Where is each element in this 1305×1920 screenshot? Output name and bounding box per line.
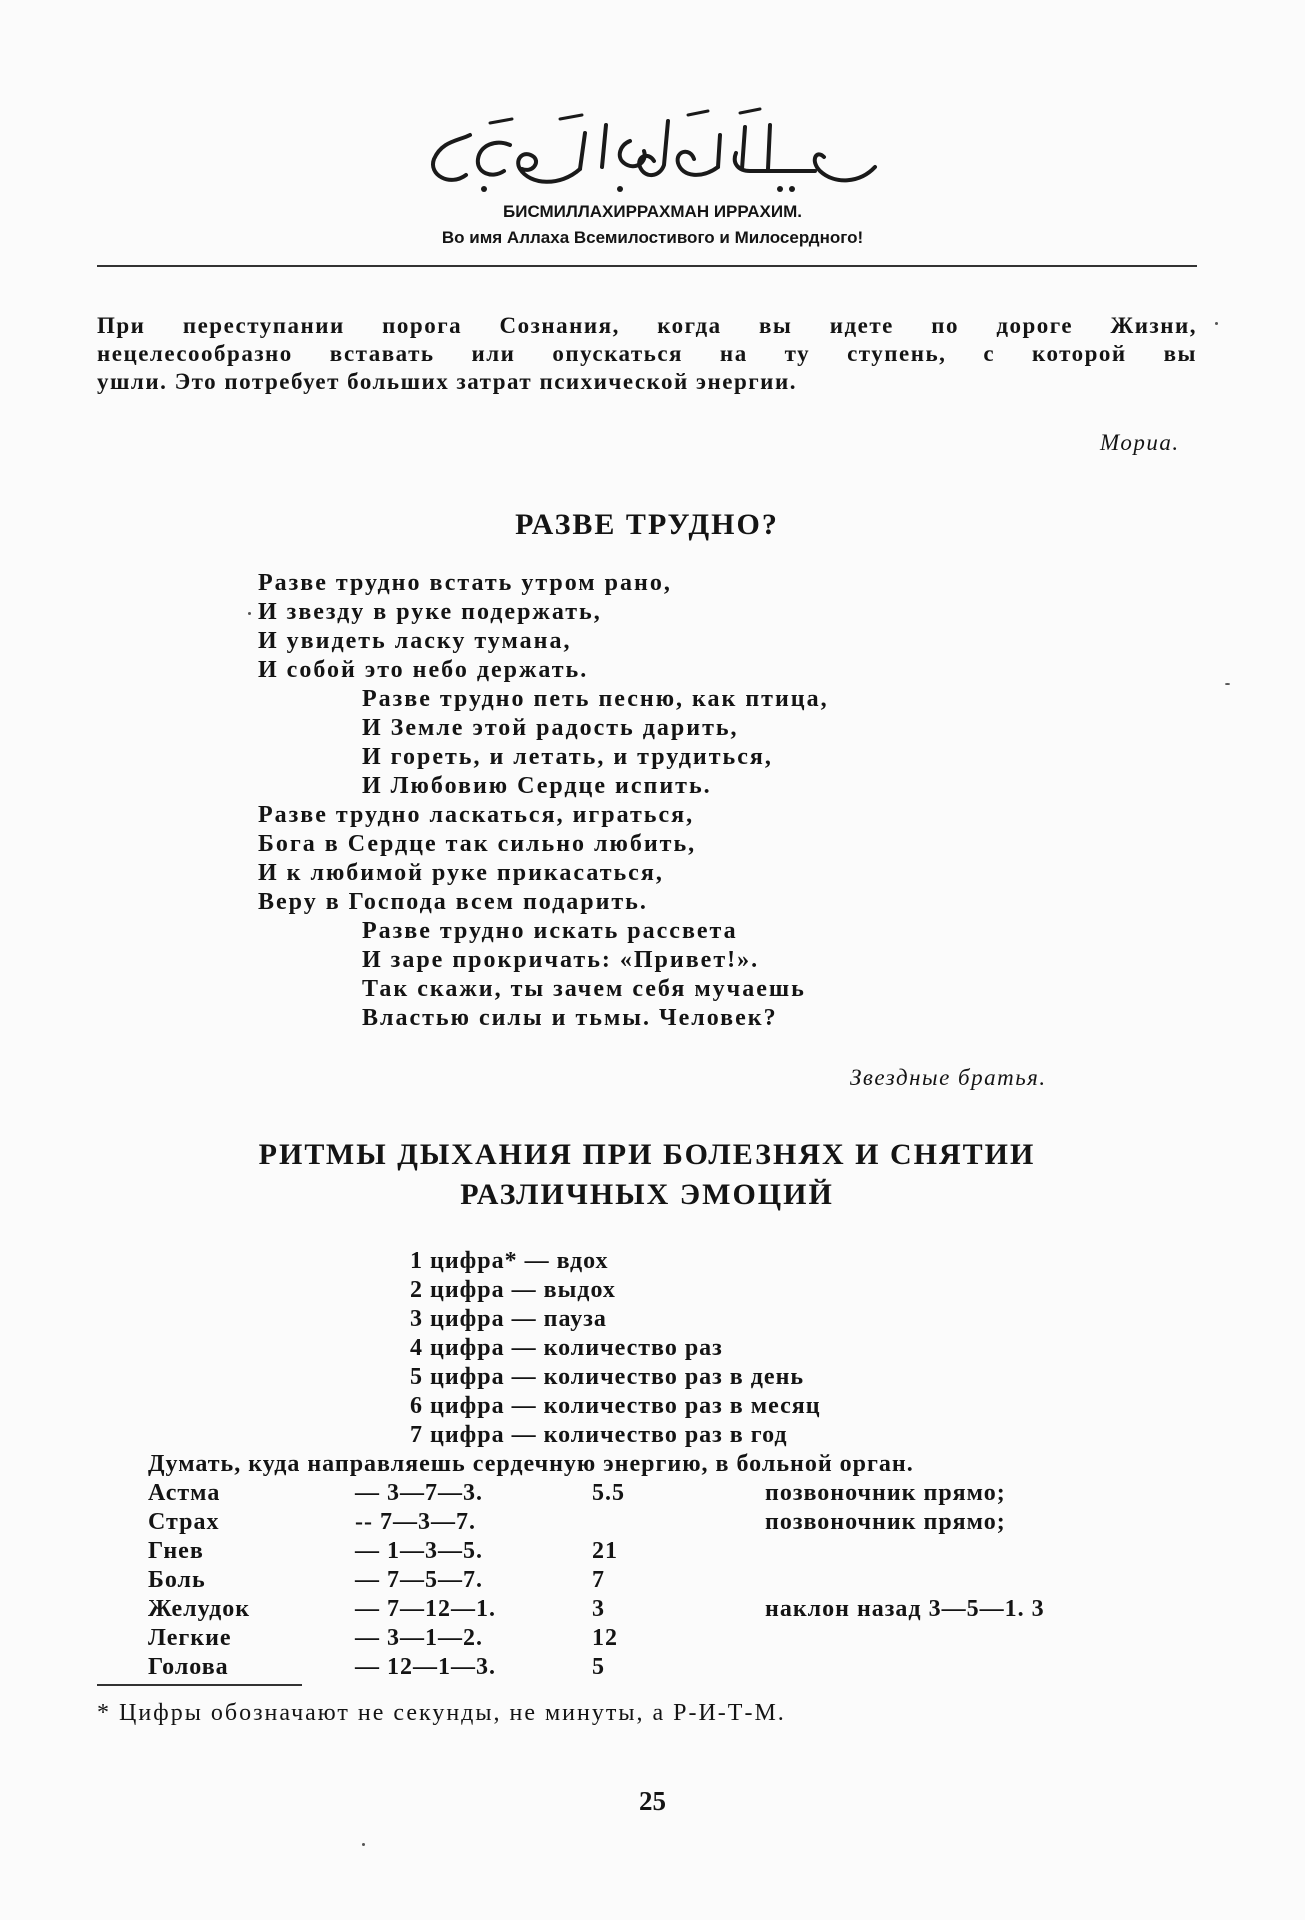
ailment-count: 12 [592,1625,618,1651]
rhythms-instruction: Думать, куда направляешь сердечную энергию, в больной орган. [148,1451,914,1477]
page-number: 25 [639,1786,666,1816]
legend-item: 5 цифра — количество раз в день [410,1364,805,1390]
legend-item: 2 цифра — выдох [410,1277,616,1303]
scan-speck [1225,683,1230,685]
ailment-rhythm: — 7—12—1. [355,1596,496,1622]
poem-line: Разве трудно встать утром рано, [258,570,672,596]
ailment-name: Легкие [148,1625,232,1651]
legend-item: 1 цифра* — вдох [410,1248,609,1274]
ailment-rhythm: — 1—3—5. [355,1538,483,1564]
poem-line: И звезду в руке подержать, [258,599,602,625]
rhythms-title-line-1: РИТМЫ ДЫХАНИЯ ПРИ БОЛЕЗНЯХ И СНЯТИИ [258,1138,1036,1171]
ailment-rhythm: — 3—1—2. [355,1625,483,1651]
poem-line: Разве трудно ласкаться, играться, [258,802,695,828]
ailment-rhythm: — 3—7—3. [355,1480,483,1506]
ailment-note: позвоночник прямо; [765,1480,1006,1506]
footnote: * Цифры обозначают не секунды, не минуты, а Р-И-Т-М. [97,1700,786,1726]
poem-line: Бога в Сердце так сильно любить, [258,831,697,857]
legend-item: 6 цифра — количество раз в месяц [410,1393,821,1419]
ailment-note: наклон назад 3—5—1. 3 [765,1596,1045,1622]
ailment-count: 3 [592,1596,605,1622]
ailment-rhythm: -- 7—3—7. [355,1509,476,1535]
scan-speck [1215,322,1218,325]
scan-speck [248,612,251,615]
ailment-count: 7 [592,1567,605,1593]
rhythms-title-line-2: РАЗЛИЧНЫХ ЭМОЦИЙ [460,1178,834,1211]
basmala-calligraphy-icon [420,105,885,195]
poem-line: Разве трудно искать рассвета [362,918,738,944]
poem-line: И Любовию Сердце испить. [362,773,712,799]
poem-line: Так скажи, ты зачем себя мучаешь [362,976,806,1002]
ailment-count: 5 [592,1654,605,1680]
ailment-name: Астма [148,1480,221,1506]
poem-author: Звездные братья. [850,1065,1047,1090]
legend-item: 7 цифра — количество раз в год [410,1422,788,1448]
basmala-translation: Во имя Аллаха Всемилостивого и Милосердного! [441,228,864,247]
basmala-transliteration: БИСМИЛЛАХИРРАХМАН ИРРАХИМ. [503,202,802,221]
poem-line: Веру в Господа всем подарить. [258,889,648,915]
poem-line: И увидеть ласку тумана, [258,628,572,654]
epigraph-line-1: При переступании порога Сознания, когда вы идете по дороге Жизни, [97,313,1197,338]
poem-line: И заре прокричать: «Привет!». [362,947,760,973]
poem-line: И гореть, и летать, и трудиться, [362,744,773,770]
poem-line: И Земле этой радость дарить, [362,715,739,741]
poem-line: И собой это небо держать. [258,657,589,683]
footnote-divider [97,1684,302,1686]
ailment-name: Страх [148,1509,220,1535]
epigraph-line-2: нецелесообразно вставать или опускаться на ту ступень, с которой вы [97,341,1197,366]
ailment-rhythm: — 12—1—3. [355,1654,496,1680]
ailment-note: позвоночник прямо; [765,1509,1006,1535]
scan-speck [362,1843,365,1846]
ailment-rhythm: — 7—5—7. [355,1567,483,1593]
poem-title: РАЗВЕ ТРУДНО? [515,508,779,541]
epigraph-line-3: ушли. Это потребует больших затрат психической энергии. [97,369,797,394]
legend-item: 3 цифра — пауза [410,1306,607,1332]
legend-item: 4 цифра — количество раз [410,1335,723,1361]
ailment-name: Желудок [148,1596,251,1622]
ailment-name: Гнев [148,1538,204,1564]
poem-line: Властью силы и тьмы. Человек? [362,1005,778,1031]
ailment-count: 5.5 [592,1480,625,1506]
ailment-name: Боль [148,1567,206,1593]
poem-line: Разве трудно петь песню, как птица, [362,686,829,712]
header-divider [97,265,1197,267]
ailment-count: 21 [592,1538,618,1564]
ailment-name: Голова [148,1654,229,1680]
epigraph-author: Мориа. [1100,430,1180,455]
poem-line: И к любимой руке прикасаться, [258,860,664,886]
